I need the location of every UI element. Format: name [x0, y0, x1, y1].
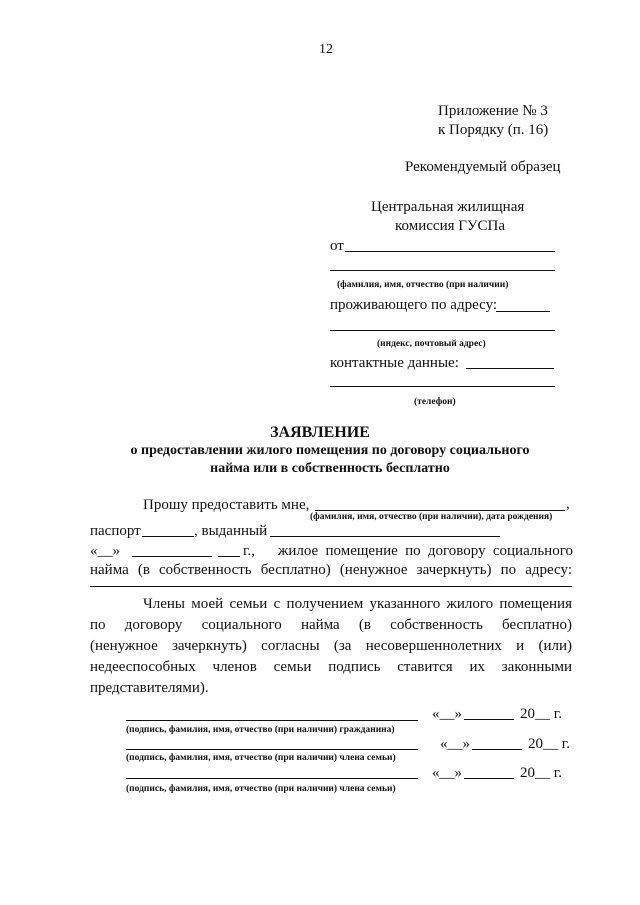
family-line-4: недееспособных членов семьи подпись ставится их законными	[90, 659, 572, 675]
address-input-line[interactable]	[496, 311, 550, 312]
signature-date-day-1: «__»	[432, 706, 462, 722]
family-line-3: (ненужное зачеркнуть) согласны (за несовершеннолетних и (или)	[90, 638, 572, 654]
addressee-line-2: комиссия ГУСПа	[395, 218, 506, 234]
issued-by-line[interactable]	[270, 536, 500, 537]
request-hint: (фамилия, имя, отчество (при наличии), дата рождения)	[310, 512, 553, 522]
signature-line-family-1[interactable]	[126, 749, 418, 750]
signature-date-day-3: «__»	[432, 765, 462, 781]
from-input-line[interactable]	[345, 251, 555, 252]
issue-date-year-line[interactable]	[218, 556, 240, 557]
issued-label: , выданный	[194, 523, 268, 539]
statement-subtitle-1: о предоставлении жилого помещения по договору социального	[130, 443, 530, 458]
signature-date-month-line-1[interactable]	[464, 719, 514, 720]
request-prefix: Прошу предоставить мне,	[143, 497, 310, 513]
signature-hint-family-1: (подпись, фамилия, имя, отчество (при наличии) члена семьи)	[126, 753, 396, 763]
fio-hint: (фамилия, имя, отчество (при наличии)	[337, 280, 509, 290]
signature-date-day-2: «__»	[440, 736, 470, 752]
passport-label: паспорт	[90, 523, 141, 539]
family-line-2: по договору социального найма (в собственность бесплатно)	[90, 617, 572, 633]
phone-hint: (телефон)	[414, 397, 456, 407]
sample-label: Рекомендуемый образец	[405, 159, 561, 175]
signature-year-1: 20__ г.	[520, 706, 562, 722]
contacts-input-line[interactable]	[466, 368, 554, 369]
from-input-line-2[interactable]	[330, 270, 555, 271]
issue-date-suffix: г.,	[243, 543, 255, 559]
addressee-line-1: Центральная жилищная	[371, 199, 525, 215]
address-hint: (индекс, почтовый адрес)	[377, 339, 486, 349]
family-line-1: Члены моей семьи с получением указанного жилого помещения	[143, 596, 572, 612]
passport-number-line[interactable]	[142, 536, 194, 537]
contacts-label: контактные данные:	[330, 355, 459, 371]
signature-line-family-2[interactable]	[126, 778, 418, 779]
contacts-input-line-2[interactable]	[330, 386, 555, 387]
address-label: проживающего по адресу:	[330, 297, 498, 313]
issue-date-month-line[interactable]	[132, 556, 212, 557]
issue-date-day: «__»	[90, 543, 120, 559]
request-name-line[interactable]	[315, 510, 565, 511]
statement-title: ЗАЯВЛЕНИЕ	[270, 424, 370, 441]
signature-year-2: 20__ г.	[528, 736, 570, 752]
address-input-line-2[interactable]	[330, 330, 555, 331]
request-comma: ,	[566, 496, 570, 512]
signature-date-month-line-2[interactable]	[472, 749, 522, 750]
housing-address-line[interactable]	[90, 586, 572, 587]
from-label: от	[330, 238, 344, 254]
signature-date-month-line-3[interactable]	[464, 778, 514, 779]
housing-line-2: найма (в собственность бесплатно) (ненужное зачеркнуть) по адресу:	[90, 562, 572, 578]
family-line-5: представителями).	[90, 680, 209, 696]
signature-line-citizen[interactable]	[126, 720, 418, 721]
statement-subtitle-2: найма или в собственность бесплатно	[210, 461, 450, 476]
appendix-line-2: к Порядку (п. 16)	[438, 122, 549, 138]
signature-hint-citizen: (подпись, фамилия, имя, отчество (при наличии) гражданина)	[126, 725, 395, 735]
appendix-line-1: Приложение № 3	[438, 103, 548, 119]
page-number: 12	[319, 42, 333, 57]
signature-hint-family-2: (подпись, фамилия, имя, отчество (при наличии) члена семьи)	[126, 784, 396, 794]
housing-text: жилое помещение по договору социального	[278, 543, 573, 559]
signature-year-3: 20__ г.	[520, 765, 562, 781]
